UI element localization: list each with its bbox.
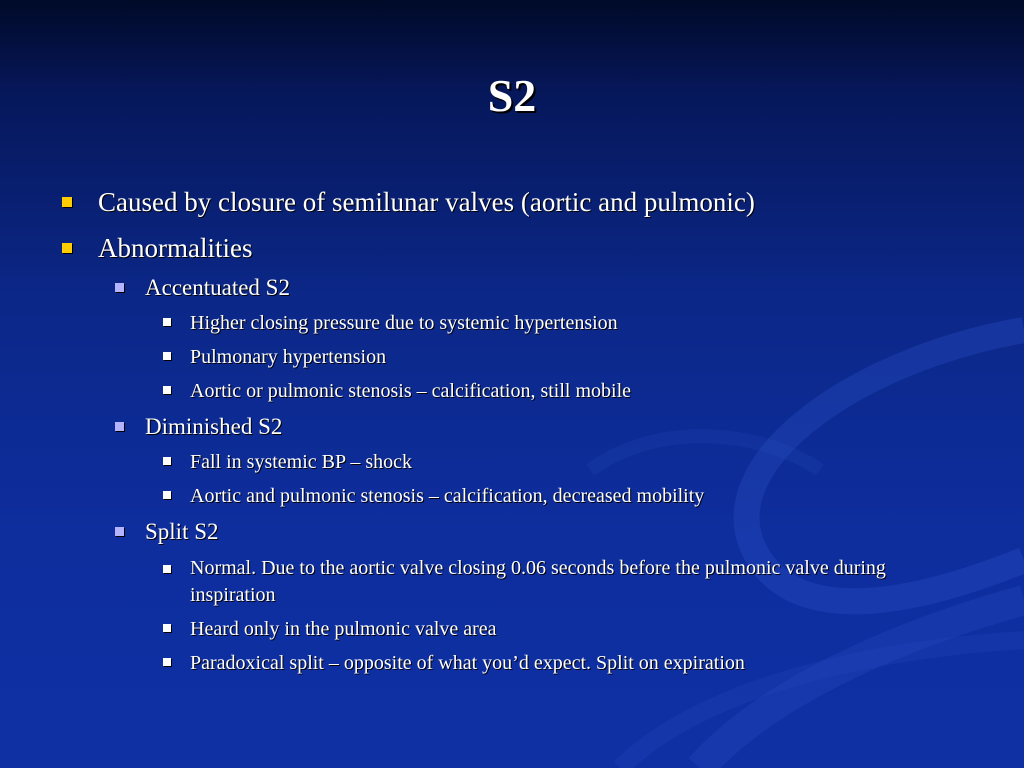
square-bullet-icon (62, 243, 72, 253)
square-bullet-icon (115, 422, 124, 431)
bullet-text: Aortic or pulmonic stenosis – calcification, still mobile (190, 380, 632, 402)
bullet-text: Fall in systemic BP – shock (190, 451, 413, 473)
bullet-item (163, 616, 497, 642)
square-bullet-icon (163, 318, 171, 326)
bullet-item (163, 378, 631, 404)
bullet-item (163, 555, 950, 609)
square-bullet-icon (115, 283, 124, 292)
bullet-item (163, 483, 704, 509)
square-bullet-icon (163, 352, 171, 360)
bullet-item (163, 344, 386, 370)
square-bullet-icon (163, 565, 171, 573)
bullet-text: Abnormalities (98, 233, 253, 263)
bullet-text: Accentuated S2 (145, 275, 290, 300)
bullet-text: Diminished S2 (145, 414, 283, 439)
bullet-text: Heard only in the pulmonic valve area (190, 618, 497, 640)
bullet-text: Pulmonary hypertension (190, 346, 387, 368)
square-bullet-icon (163, 386, 171, 394)
bullet-item (115, 274, 290, 302)
bullet-item (163, 650, 745, 676)
bullet-item (115, 413, 282, 441)
square-bullet-icon (163, 658, 171, 666)
bullet-item (62, 186, 755, 218)
bullet-text: Caused by closure of semilunar valves (aortic and pulmonic) (98, 187, 755, 217)
bullet-text: Split S2 (145, 519, 219, 544)
square-bullet-icon (163, 624, 171, 632)
bullet-item (163, 449, 412, 475)
bullet-text: Normal. Due to the aortic valve closing 0.06 seconds before the pulmonic valve during inspiration (190, 557, 886, 606)
bullet-text: Aortic and pulmonic stenosis – calcification, decreased mobility (190, 485, 705, 507)
square-bullet-icon (62, 197, 72, 207)
square-bullet-icon (163, 491, 171, 499)
square-bullet-icon (163, 457, 171, 465)
square-bullet-icon (115, 527, 124, 536)
bullet-text: Higher closing pressure due to systemic hypertension (190, 312, 618, 334)
bullet-item (62, 232, 252, 264)
slide-title: S2 (487, 70, 537, 121)
bullet-item (115, 518, 219, 546)
bullet-text: Paradoxical split – opposite of what you’d expect. Split on expiration (190, 652, 745, 674)
bullet-item (163, 310, 618, 336)
